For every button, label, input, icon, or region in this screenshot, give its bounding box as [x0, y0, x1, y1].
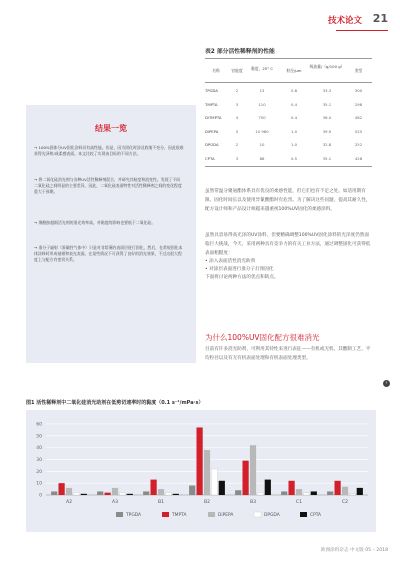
- bar-tmpta-b2: [197, 427, 203, 495]
- bar-tpgda-b1: [143, 491, 149, 495]
- table-cell: 33.3: [322, 88, 332, 93]
- table-cell: 0.4: [290, 101, 298, 107]
- table-cell: 110: [258, 101, 266, 107]
- table-cell: 252: [354, 142, 363, 147]
- table-header-cell: 粒径/μm: [286, 68, 302, 73]
- body-paragraph: 目前有许多消光助剂，可利用其特性来进行表征——有机或无机、其酸制工艺、平均粒径以及有无有机表面处理和有机表面处理类型。: [205, 347, 371, 361]
- bar-cpta-b1: [173, 494, 179, 495]
- table-cell: 35.1: [322, 155, 332, 161]
- bar-tmpta-c1: [289, 481, 295, 495]
- y-tick-label: 0: [39, 493, 42, 499]
- table-cell: 3: [235, 101, 239, 107]
- bar-dipepa-c1: [296, 489, 302, 495]
- continue-arrow-icon: ›: [383, 380, 390, 387]
- table-cell: 428: [354, 155, 363, 161]
- bar-cpta-c1: [311, 491, 317, 495]
- page-number: 21: [372, 12, 388, 25]
- bar-cpta-b2: [219, 481, 225, 495]
- bar-tpgda-c1: [281, 491, 287, 495]
- table-cell: 10: [259, 142, 265, 147]
- bar-dipepa-a2: [66, 488, 72, 495]
- legend-swatch: [116, 512, 123, 517]
- bar-tpgda-a3: [97, 491, 103, 495]
- table-cell: 1.0: [290, 142, 298, 147]
- body-paragraph: 虽然常温分聚氨酯体系具有优良的柔感性能，但它们也有不足之处。如适用期有限、固化时间长以及使用异氰酸酯时有危害。为了解决这些问题，提高其耐久性，配方设计师和产品设计师越来越重视100%UV固化的柔感涂料。: [205, 189, 371, 212]
- x-tick-label: C2: [341, 500, 349, 505]
- y-tick-label: 20: [36, 469, 42, 475]
- legend-label: TMPTA: [172, 513, 187, 518]
- bar-tpgda-a2: [51, 491, 57, 495]
- table-cell: 39.9: [322, 128, 332, 134]
- table-cell: 298: [354, 101, 363, 107]
- table-row-name: CPTA: [205, 155, 215, 161]
- footer-edition: 中文版: [349, 548, 364, 553]
- bar-tpgda-b2: [189, 486, 195, 495]
- table-header-cell: 官能度: [231, 68, 243, 73]
- bar-tpgda-b3: [235, 490, 241, 495]
- table-cell: 1.0: [290, 128, 298, 134]
- section-label: 技术论文: [327, 16, 362, 26]
- bar-tmpta-a3: [105, 493, 111, 495]
- table-cell: 300: [354, 88, 363, 93]
- bar-tmpta-b3: [243, 461, 249, 495]
- y-tick-label: 60: [36, 422, 42, 428]
- bar-dipepa-c2: [342, 487, 348, 495]
- table-cell: 0.8: [290, 88, 298, 93]
- body-paragraph: • 添入表面活性消光助剂: [205, 259, 256, 264]
- y-tick-label: 50: [36, 434, 42, 440]
- table-cell: 13: [259, 88, 265, 93]
- viscosity-bar-chart: [26, 410, 376, 532]
- table-header-cell: 吸油量/（g/100 g）: [309, 64, 345, 69]
- table-cell: 88: [259, 155, 265, 161]
- x-tick-label: A3: [111, 500, 119, 505]
- bar-dipepa-b2: [204, 450, 210, 495]
- table-header-cell: 黏度，25° C: [251, 66, 273, 71]
- section-subheading: 为什么100%UV固化配方很难消光: [205, 333, 320, 342]
- y-tick-label: 10: [36, 481, 42, 487]
- header-rule: [336, 30, 388, 31]
- legend-swatch: [162, 512, 169, 517]
- table-cell: 0.4: [290, 115, 298, 120]
- table-row-name: DPGDA: [205, 142, 219, 147]
- summary-bullet: → 准分子辐射（准确性气体中）只是对非常薄的表面层进行固化，然后，在常规固化本体涂料时形成皱褶和表光表面。在某些情况下可获得了良好的消光效果，不过这很大程度上与配方有密切关系。: [34, 245, 183, 263]
- table-row-name: DiPEPA: [205, 128, 219, 134]
- bar-cpta-b3: [265, 480, 271, 495]
- table-cell: 3: [235, 155, 239, 161]
- bar-dipepa-b1: [158, 489, 164, 495]
- body-paragraph: 下面将讨论两种方法的优点和缺点。: [205, 275, 279, 280]
- bar-dipepa-a3: [112, 488, 118, 495]
- bar-tmpta-a2: [59, 483, 65, 495]
- bar-dpgda-b1: [165, 493, 171, 495]
- x-tick-label: C1: [295, 500, 303, 505]
- page-header: [0, 0, 400, 36]
- table-header-cell: 名称: [212, 68, 220, 73]
- table-cell: 0.5: [290, 155, 298, 161]
- x-tick-label: B1: [157, 500, 165, 505]
- page-footer: [321, 547, 388, 553]
- bar-dpgda-c2: [349, 494, 355, 495]
- bar-cpta-a3: [127, 494, 133, 495]
- legend-swatch: [300, 512, 307, 517]
- bar-dpgda-c1: [303, 493, 309, 495]
- bar-dpgda-a3: [119, 493, 125, 495]
- summary-bullet: → 聚酰胺超细活光剂的消光效率高，对黏度的影响也要低于二氧化硅。: [34, 220, 156, 225]
- legend-label: DiPEPA: [218, 513, 234, 518]
- table-cell: 36.0: [322, 115, 332, 120]
- table-cell: 482: [354, 115, 363, 120]
- body-paragraph: • 对涂层表面进行准分子灯预固化: [205, 267, 274, 272]
- table-cell: 525: [354, 128, 363, 134]
- legend-label: CPTA: [310, 513, 322, 518]
- body-paragraph: 虽然具容易得高光泽的UV涂料，但要精确调整100%UV固化涂料的光泽度仍然面临巨大挑战，今天，采用两种具有竞争力的有关工业方法，通过调整固化可获得低表面粗糙度：: [205, 233, 371, 256]
- table-row-name: DiTMPTA: [205, 115, 222, 120]
- bar-cpta-c2: [357, 488, 363, 495]
- bar-dpgda-a2: [73, 493, 79, 495]
- summary-bullet: → 将二氧化硅消光剂与各种UV活性稀释剂混合，并研究其粘度和流变性。发现了不同二氧化硅之间明显的主要差异，因此，二氧化硅表面特性对活性稀释剂之间的变化程度重大于预期。: [34, 177, 182, 195]
- bar-tmpta-b1: [151, 480, 157, 495]
- bar-cpta-a2: [81, 494, 87, 495]
- y-tick-label: 40: [36, 446, 42, 452]
- legend-label: TPGDA: [126, 513, 142, 518]
- table-cell: 750: [258, 115, 266, 120]
- x-tick-label: B3: [249, 500, 257, 505]
- x-tick-label: B2: [203, 500, 211, 505]
- table-cell: 10 960: [255, 128, 269, 134]
- table-row-name: TPGDA: [205, 88, 219, 93]
- results-summary-box: [26, 105, 196, 363]
- legend-swatch: [208, 512, 215, 517]
- legend-label: DPGDA: [264, 513, 280, 518]
- table-header-cell: 类型: [354, 68, 363, 73]
- table-cell: 5: [235, 128, 239, 134]
- figure-title: 图1 活性稀释剂中二氧化硅消光助剂在低剪切速率时的黏度（0.1 s⁻¹/mPa·s）: [26, 400, 204, 406]
- summary-title: 结果一览: [95, 124, 127, 133]
- bar-tmpta-c2: [335, 481, 341, 495]
- summary-bullet: → 100%固体分UV固化涂料具有高性能。但是，因为固化时涉及收缩不充分，因此很难获得光泽和/或柔感表面。本文比较了实现该目标的不同方法。: [34, 145, 184, 157]
- table-cell: 35.1: [322, 101, 332, 107]
- footer-issue: 05 – 2018: [365, 548, 388, 553]
- footer-magazine: 欧洲涂料杂志: [320, 548, 349, 553]
- table-cell: 4: [235, 115, 239, 120]
- table-title: 表2 部分活性稀释剂的性能: [205, 49, 275, 55]
- table-row-name: TMPTA: [205, 101, 218, 107]
- table-cell: 32.8: [322, 142, 332, 147]
- x-tick-label: A2: [65, 500, 73, 505]
- bar-tpgda-c2: [327, 491, 333, 495]
- table-cell: 2: [235, 88, 239, 93]
- table-cell: 2: [235, 142, 239, 147]
- legend-swatch: [254, 512, 261, 517]
- bar-dpgda-b3: [257, 493, 263, 495]
- bar-dipepa-b3: [250, 445, 256, 495]
- bar-dpgda-b2: [211, 469, 217, 495]
- y-tick-label: 30: [36, 457, 42, 463]
